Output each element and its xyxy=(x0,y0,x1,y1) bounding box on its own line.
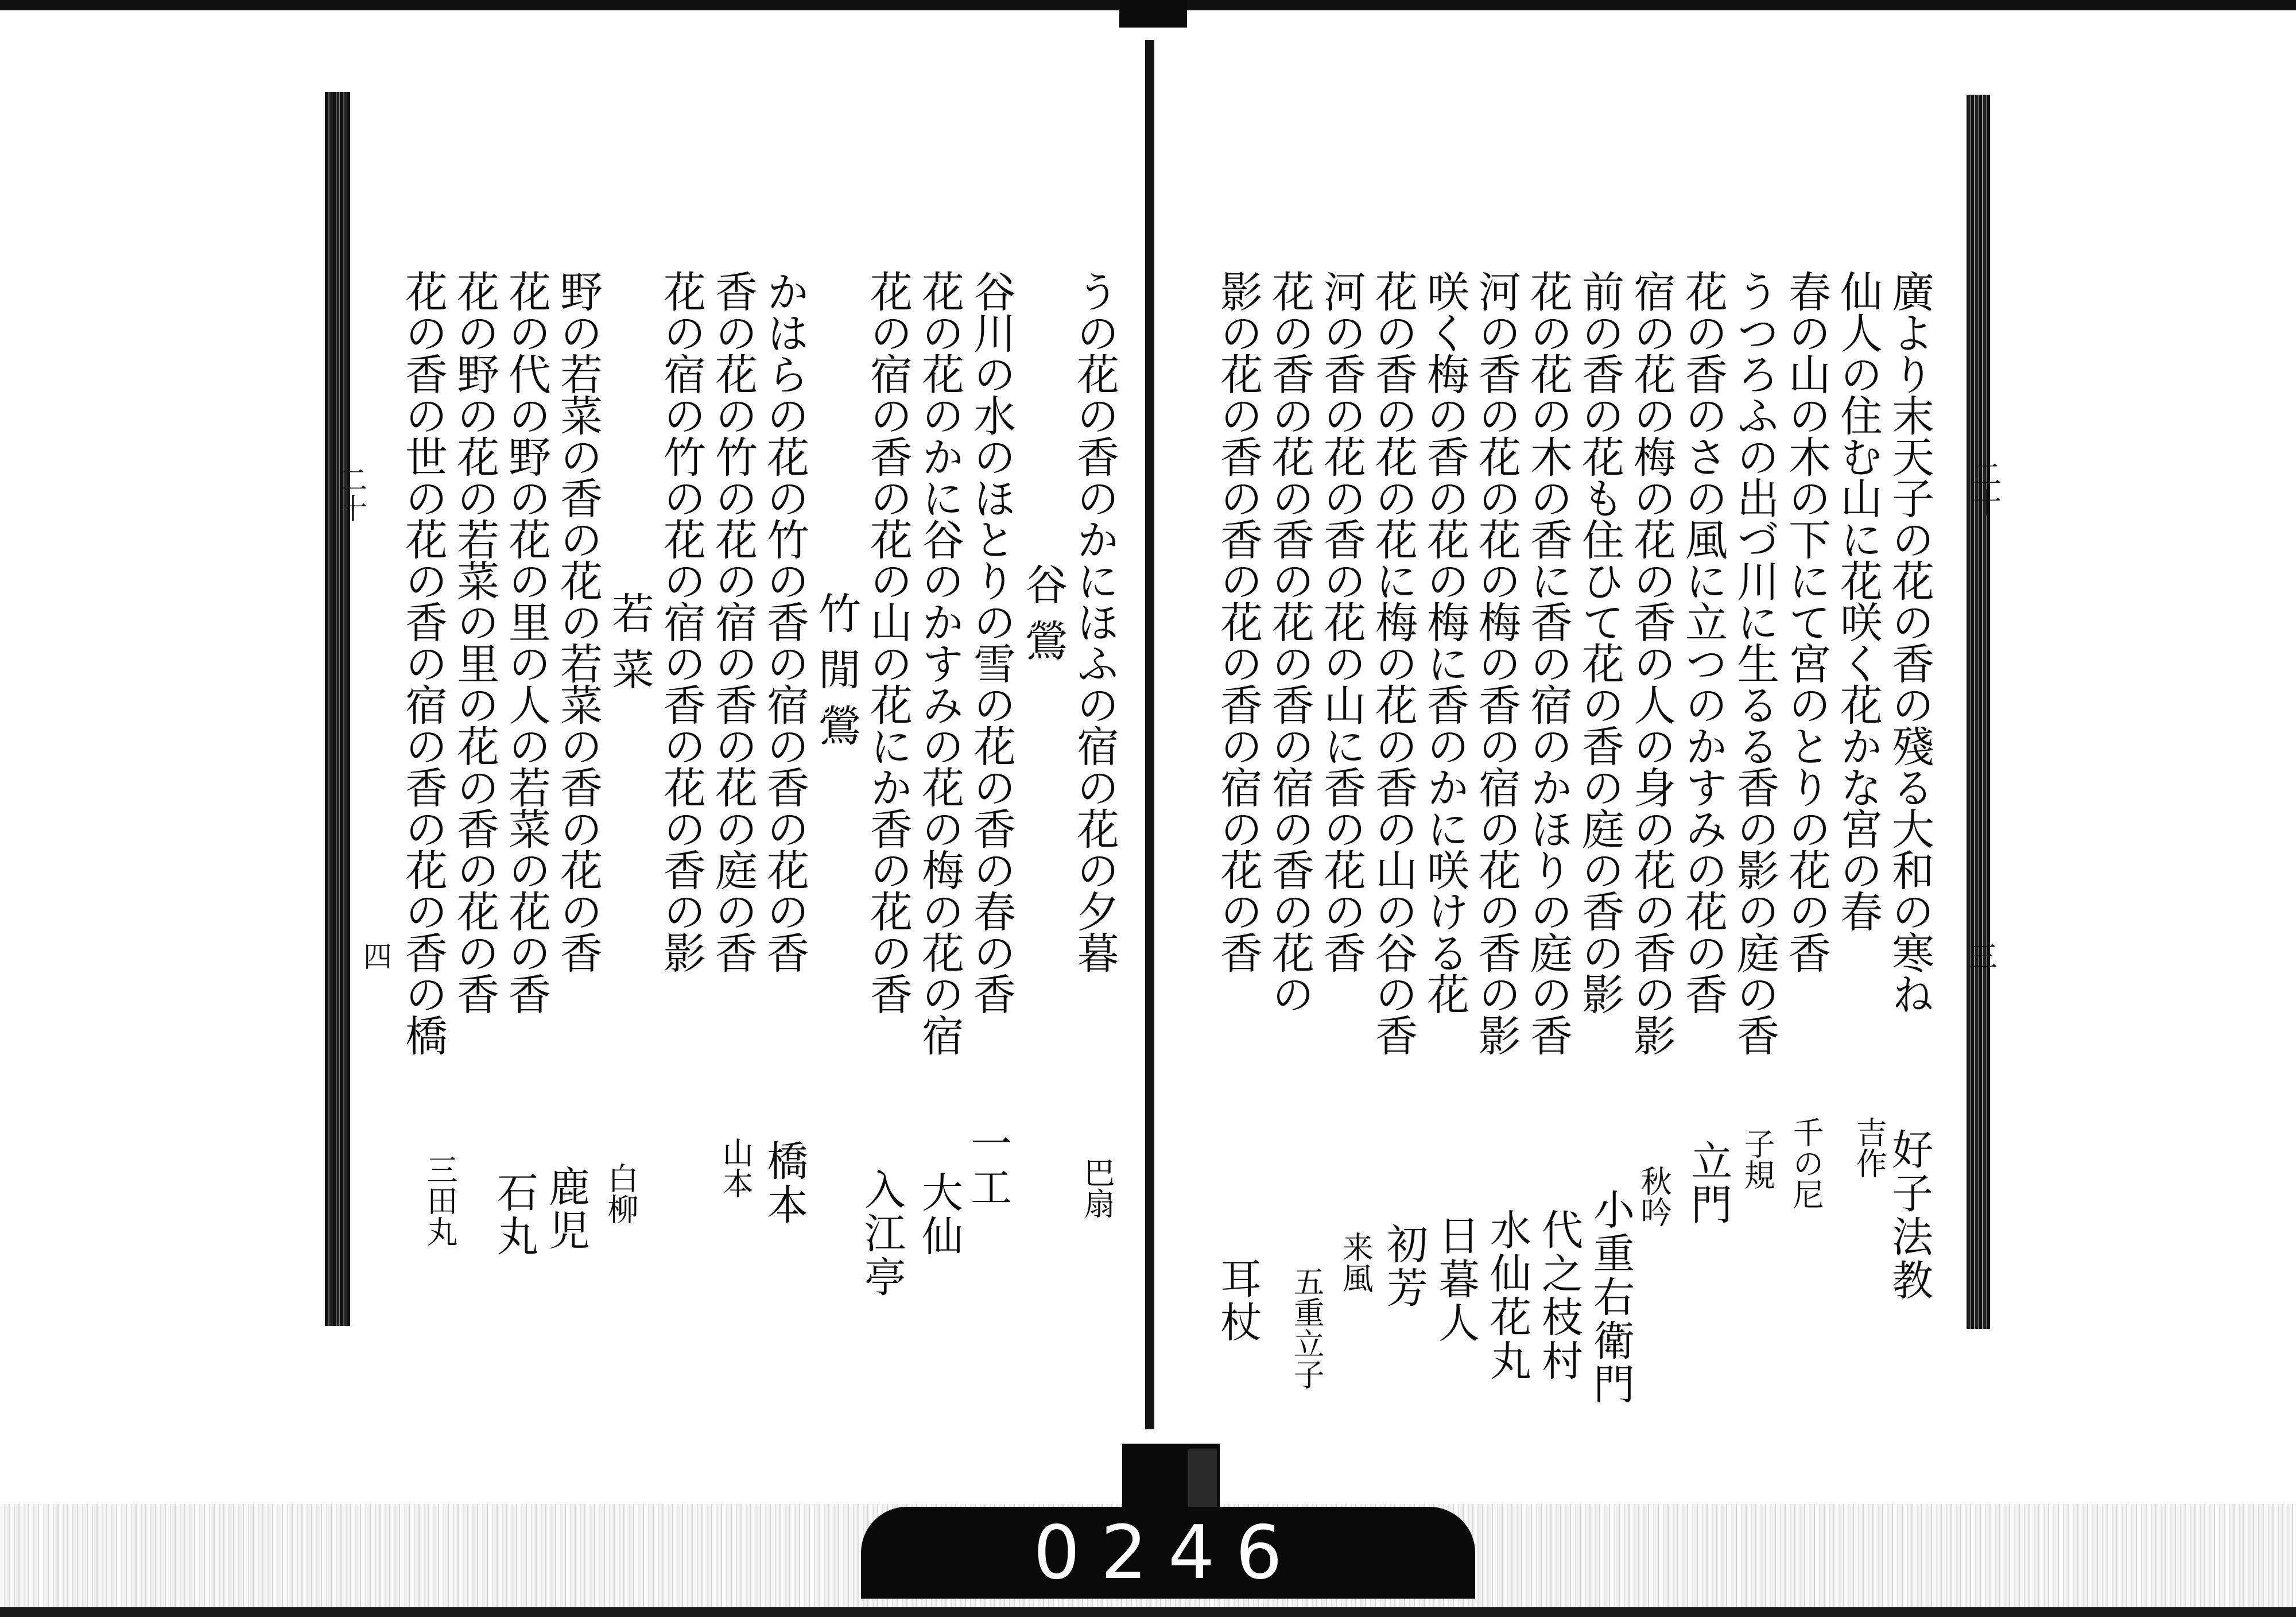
bottom-scan-border xyxy=(0,1607,2296,1617)
section-heading: 竹閒鶯 xyxy=(812,591,861,760)
author-name: 鹿児 xyxy=(542,1165,590,1253)
author-name: 巴扇 xyxy=(1079,1157,1116,1219)
verse-line: 花の代の野の花の里の人の若菜の花の香 xyxy=(502,270,551,1014)
verse-line: 花の花のかに谷のかすみの花の梅の花の宿 xyxy=(915,270,964,1055)
verse-line: 花の宿の香の花の山の花にか香の花の香 xyxy=(863,270,913,1014)
verse-line: 春の山の木の下にて宮のとりの花の香 xyxy=(1782,270,1831,972)
verse-line: 宿の花の梅の花の香の人の身の花の香の影 xyxy=(1627,270,1676,1055)
verse-line: かはらの花の竹の香の宿の香の花の香 xyxy=(760,270,809,972)
verse-line: うの花の香のかにほふの宿の花の夕暮 xyxy=(1070,270,1119,972)
author-name: 耳杖 xyxy=(1213,1257,1262,1344)
author-name: 五重立子 xyxy=(1289,1266,1325,1390)
book-gutter xyxy=(1145,40,1154,1429)
frame-number: 0246 xyxy=(861,1507,1475,1599)
author-name: 水仙花丸 xyxy=(1483,1208,1531,1383)
author-name: 子規 xyxy=(1739,1128,1776,1190)
author-name: 小重右衛門 xyxy=(1587,1188,1635,1406)
top-binding-clip xyxy=(1119,0,1187,28)
author-name: 来風 xyxy=(1337,1231,1374,1293)
folio-mark-right-lower: 三 xyxy=(1964,941,1998,970)
author-name: 吉作 xyxy=(1851,1116,1888,1178)
verse-line: 花の香の花の香の花の香の宿の香の花の xyxy=(1265,270,1314,1014)
verse-line: 花の花の木の香に香の宿のかほりの庭の香 xyxy=(1523,270,1573,1055)
verse-line: 仙人の住む山に花咲く花かな宮の春 xyxy=(1833,270,1883,931)
verse-line: 花の野の花の若菜の里の花の香の花の香 xyxy=(450,270,499,1014)
left-page-edge xyxy=(325,92,350,1326)
verse-line: 花の宿の竹の花の宿の香の花の香の影 xyxy=(657,270,706,972)
verse-line: 谷川の水のほとりの雪の花の香の春の香 xyxy=(967,270,1016,1014)
verse-line: 野の若菜の香の花の若菜の香の花の香 xyxy=(553,270,603,972)
verse-line: 影の花の香の香の花の香の宿の花の香 xyxy=(1213,270,1263,972)
verse-line: 廣より末天子の花の香の殘る大和の寒ね xyxy=(1885,270,1934,1014)
verse-line: 花の香の花の花に梅の花の香の山の谷の香 xyxy=(1368,270,1418,1055)
author-name: 白柳 xyxy=(603,1162,639,1224)
author-name: 橋本 xyxy=(760,1139,808,1227)
verse-line: 咲く梅の香の花の梅に香のかに咲ける花 xyxy=(1420,270,1469,1014)
folio-mark-left-lower: 四 xyxy=(359,941,392,970)
verse-line: 花の香の世の花の香の宿の香の花の香の橋 xyxy=(398,270,448,1055)
author-name: 千の尼 xyxy=(1788,1116,1825,1209)
verse-line: 前の香の花も住ひて花の香の庭の香の影 xyxy=(1575,270,1624,1014)
right-page-edge xyxy=(1966,95,1990,1329)
author-name: 秋吟 xyxy=(1636,1165,1673,1227)
author-name: 三田丸 xyxy=(422,1154,459,1247)
verse-line: 香の花の竹の花の宿の香の花の庭の香 xyxy=(708,270,758,972)
verse-line: うつろふの出づ川に生るる香の影の庭の香 xyxy=(1730,270,1779,1055)
author-name: 石丸 xyxy=(490,1171,538,1258)
author-name: 代之枝村 xyxy=(1535,1208,1583,1383)
folio-mark-right-upper: 二十 xyxy=(1968,459,2002,517)
author-name: 日暮人 xyxy=(1432,1214,1480,1345)
verse-line: 河の香の花の花の梅の香の宿の花の香の影 xyxy=(1472,270,1521,1055)
author-name: 入江亭 xyxy=(858,1168,906,1299)
verse-line: 花の香のさの風に立つのかすみの花の香 xyxy=(1678,270,1728,1014)
section-heading: 谷鶯 xyxy=(1018,563,1068,675)
author-name: 初芳 xyxy=(1380,1223,1428,1310)
section-heading: 若菜 xyxy=(605,591,654,704)
folio-mark-left-upper: 二十 xyxy=(334,465,367,522)
author-name: 好子法教 xyxy=(1885,1128,1933,1302)
author-name: 一工 xyxy=(964,1122,1012,1209)
author-name: 山本 xyxy=(718,1137,754,1199)
author-name: 立門 xyxy=(1684,1139,1732,1227)
author-name: 大仙 xyxy=(915,1171,963,1258)
verse-line: 河の香の花の香の花の山に香の花の香 xyxy=(1317,270,1366,972)
